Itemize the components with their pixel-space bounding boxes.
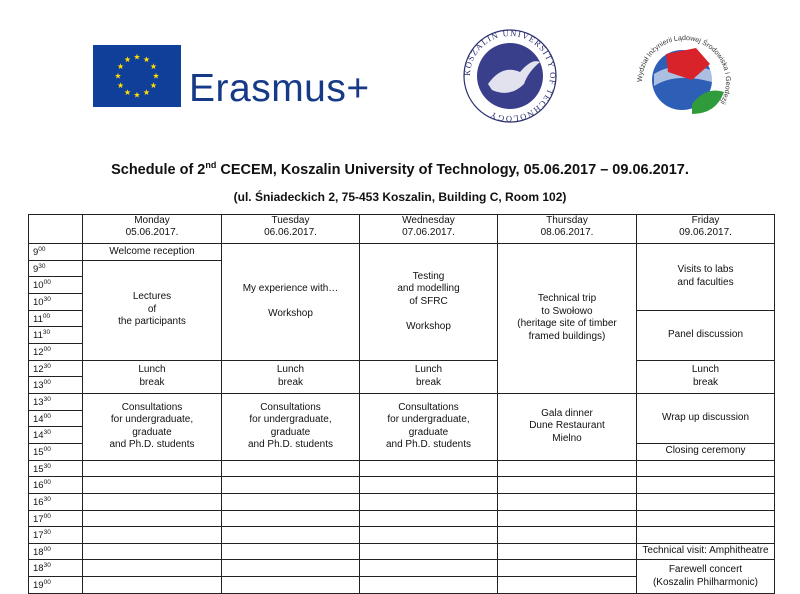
time-minutes: 30 [43,529,51,537]
time-hour: 14 [33,430,44,442]
event-cell-wed-morning [360,244,498,361]
empty-slot-cell [498,577,637,594]
time-hour: 10 [33,280,44,292]
time-minutes: 00 [43,412,51,420]
time-hour: 13 [33,380,44,392]
time-minutes: 00 [43,445,51,453]
time-label [29,410,83,427]
time-label [29,327,83,344]
event-line: graduate [270,426,311,438]
time-minutes: 00 [42,312,51,320]
event-cell-wed-lunch [360,360,498,393]
time-minutes: 00 [43,379,51,387]
time-label [29,277,83,294]
time-hour: 9 [33,247,39,259]
empty-slot-cell [637,460,775,477]
time-minutes: 30 [42,329,51,337]
event-line: break [139,376,165,388]
time-label [29,560,83,577]
day-name: Monday [134,215,170,226]
event-line: for undergraduate, [110,414,194,426]
event-line: Lunch [276,364,305,376]
event-cell-mon-lectures [83,260,222,360]
event-line: Dune Restaurant [529,420,605,432]
page-subtitle: (ul. Śniadeckich 2, 75-453 Koszalin, Building C, Room 102) [233,190,567,204]
day-header [498,215,637,244]
time-hour: 11 [33,313,43,325]
time-slot-row [29,543,775,560]
time-slot-row [29,460,775,477]
time-label [29,293,83,310]
time-hour: 15 [33,463,44,475]
empty-slot-cell [498,460,637,477]
time-header [29,215,83,244]
time-slot-row [29,493,775,510]
time-hour: 9 [33,263,39,275]
event-cell-thu-gala [498,393,637,460]
empty-slot-cell [498,543,637,560]
time-minutes: 30 [43,562,51,570]
event-line: Gala dinner [541,407,593,419]
empty-slot-cell [637,510,775,527]
time-minutes: 30 [43,429,51,437]
empty-slot-cell [360,493,498,510]
event-line: of SFRC [409,295,448,307]
time-hour: 17 [33,513,44,525]
day-header [83,215,222,244]
eu-star-icon [143,89,149,95]
event-cell-fri-concert [637,560,775,593]
empty-slot-cell [222,477,360,494]
empty-slot-cell [83,510,222,527]
event-cell-mon-welcome [83,244,222,261]
event-line: Consultations [398,401,459,413]
empty-slot-cell [83,543,222,560]
time-hour: 13 [33,397,44,409]
event-line: Lunch [138,364,166,376]
time-minutes: 30 [43,462,51,470]
empty-slot-cell [222,493,360,510]
event-line: Closing ceremony [665,445,746,457]
time-slot-row [29,360,775,377]
event-cell-wed-consult [360,393,498,460]
day-name: Friday [691,215,720,226]
time-minutes: 00 [43,345,51,353]
time-hour: 12 [33,347,44,359]
event-cell-fri-panel [637,310,775,360]
empty-slot-cell [83,577,222,594]
event-line: Technical visit: Amphitheatre [642,545,769,557]
event-cell-mon-lunch [83,360,222,393]
time-minutes: 30 [43,395,51,403]
event-line: Welcome reception [109,245,195,257]
event-line: Technical trip [537,293,597,305]
time-hour: 19 [33,580,44,592]
time-label [29,443,83,460]
day-date: 09.06.2017. [679,227,732,238]
day-date: 06.06.2017. [264,227,317,238]
title-superscript: nd [205,160,217,170]
time-label [29,427,83,444]
event-cell-fri-techvisit [637,543,775,560]
empty-slot-cell [360,527,498,544]
event-line: of [147,303,157,315]
empty-slot-cell [498,560,637,577]
eu-star-icon [124,89,130,95]
day-header [637,215,775,244]
empty-slot-cell [83,460,222,477]
event-line: and faculties [677,276,734,288]
empty-slot-cell [498,493,637,510]
eu-star-icon [150,63,156,69]
time-hour: 17 [33,530,44,542]
day-header [360,215,498,244]
event-line: framed buildings) [528,330,606,342]
event-line: Farewell concert [668,564,743,576]
event-line: Panel discussion [667,328,744,340]
time-label [29,527,83,544]
time-label [29,343,83,360]
empty-slot-cell [637,477,775,494]
empty-slot-cell [360,543,498,560]
eu-star-icon [124,56,130,62]
event-line: (Koszalin Philharmonic) [652,576,759,588]
time-hour: 16 [33,480,44,492]
time-hour: 18 [33,563,44,575]
eu-flag-icon [93,45,181,107]
kut-ring-text: KOSZALIN UNIVERSITY OF TECHNOLOGY [462,28,558,124]
event-cell-thu-trip [498,244,637,394]
eu-star-icon [143,56,149,62]
event-line: graduate [408,426,449,438]
empty-slot-cell [222,527,360,544]
time-hour: 10 [33,297,44,309]
event-cell-tue-consult [222,393,360,460]
empty-slot-cell [360,560,498,577]
event-cell-fri-visits [637,244,775,311]
eu-star-icon [153,73,159,79]
empty-slot-cell [83,560,222,577]
event-line [222,296,359,309]
event-line: graduate [132,426,172,438]
time-minutes: 00 [43,279,51,287]
eu-star-icon [118,63,124,69]
time-slot-row [29,510,775,527]
empty-slot-cell [360,577,498,594]
event-cell-tue-lunch [222,360,360,393]
title-text: Schedule of 2 [111,161,206,178]
time-label [29,244,83,261]
time-label [29,360,83,377]
erasmus-wordmark: Erasmus+ [189,67,370,110]
time-label [29,460,83,477]
schedule-table [28,214,775,594]
empty-slot-cell [83,477,222,494]
time-minutes: 00 [43,479,51,487]
faculty-globe-logo-icon [636,34,732,130]
empty-slot-cell [360,477,498,494]
title-text-end: CECEM, Koszalin University of Technology, 05.06.2017 – 09.06.2017. [216,161,689,178]
day-date: 08.06.2017. [540,227,594,238]
empty-slot-cell [222,560,360,577]
event-line: for undergraduate, [249,414,332,426]
time-minutes: 00 [38,246,46,253]
time-slot-row [29,477,775,494]
time-slot-row [29,244,775,261]
time-label [29,393,83,410]
time-label [29,543,83,560]
time-hour: 18 [33,546,44,558]
event-line: (heritage site of timber [517,318,617,330]
time-label [29,310,83,327]
time-minutes: 00 [43,512,51,520]
event-line: Mielno [552,432,582,444]
time-slot-row [29,560,775,577]
empty-slot-cell [498,527,637,544]
event-line: to Swołowo [541,305,593,317]
time-hour: 12 [33,363,44,375]
empty-slot-cell [222,510,360,527]
empty-slot-cell [498,477,637,494]
empty-slot-cell [360,510,498,527]
event-line: Consultations [260,401,321,413]
empty-slot-cell [637,527,775,544]
empty-slot-cell [222,577,360,594]
day-date: 07.06.2017. [402,227,455,238]
empty-slot-cell [637,493,775,510]
event-line: Consultations [121,401,183,413]
event-line: Lunch [691,364,720,376]
day-name: Thursday [546,215,588,226]
time-minutes: 00 [43,579,51,587]
eu-star-icon [134,92,140,98]
koszalin-university-seal-icon [462,28,558,124]
empty-slot-cell [83,527,222,544]
event-line: break [415,376,441,388]
event-line: Workshop [268,308,313,320]
page-title [0,160,800,178]
time-minutes: 30 [43,495,51,503]
event-line: Visits to labs [677,264,734,276]
time-minutes: 00 [43,545,51,553]
event-line: break [692,376,718,388]
event-line: My experience with… [242,283,339,295]
empty-slot-cell [498,510,637,527]
day-header [222,215,360,244]
empty-slot-cell [222,460,360,477]
event-line: and Ph.D. students [247,439,334,451]
event-cell-mon-consult [83,393,222,460]
time-minutes: 30 [43,295,51,303]
time-label [29,260,83,277]
eu-star-icon [134,54,140,60]
eu-star-icon [150,82,156,88]
time-hour: 14 [33,413,44,425]
time-minutes: 30 [38,262,46,270]
event-line: Workshop [406,320,451,332]
event-line: Testing [412,270,445,282]
event-line: for undergraduate, [387,414,470,426]
day-name: Wednesday [402,215,455,226]
day-name: Tuesday [271,215,310,226]
event-cell-fri-wrap [637,393,775,443]
event-line [360,308,497,321]
event-line: Lectures [132,291,172,303]
empty-slot-cell [222,543,360,560]
empty-slot-cell [83,493,222,510]
event-line: the participants [118,316,186,328]
eu-star-icon [118,82,124,88]
event-cell-tue-morning [222,244,360,361]
event-line: Lunch [414,364,443,376]
time-label [29,493,83,510]
dept-ring-text: Wydział Inżynierii Lądowej Środowiska i Geodezji [636,34,732,106]
time-label [29,577,83,594]
time-hour: 15 [33,447,44,459]
eu-stars-icon [93,45,181,107]
day-date: 05.06.2017. [125,227,179,238]
empty-slot-cell [360,460,498,477]
time-label [29,377,83,394]
event-line: Wrap up discussion [661,412,750,424]
eu-star-icon [115,73,121,79]
time-label [29,510,83,527]
event-line: and Ph.D. students [385,439,472,451]
event-line: and modelling [397,283,460,295]
event-line: break [277,376,303,388]
time-hour: 11 [33,330,43,342]
time-hour: 16 [33,497,44,508]
event-line: and Ph.D. students [109,439,195,451]
time-slot-row [29,527,775,544]
event-cell-fri-closing [637,443,775,460]
time-slot-row [29,393,775,410]
event-cell-fri-lunch [637,360,775,393]
time-label [29,477,83,494]
time-minutes: 30 [43,362,51,370]
